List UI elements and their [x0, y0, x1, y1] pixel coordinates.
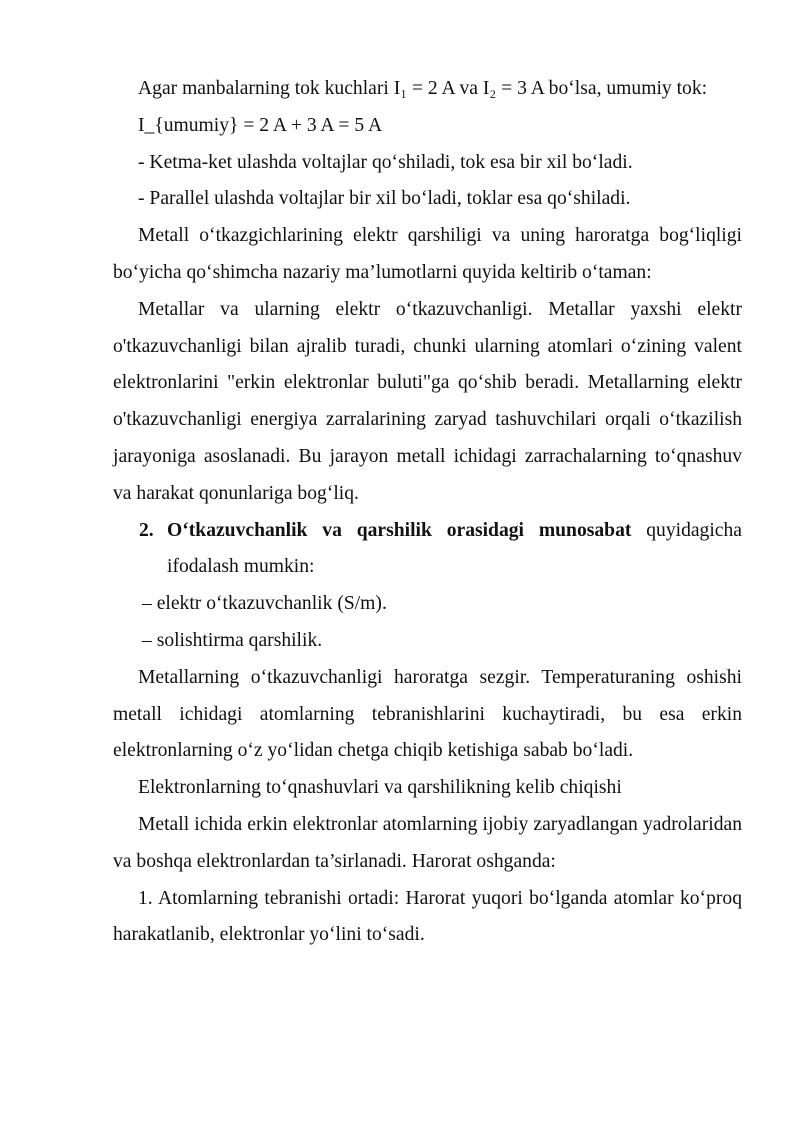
paragraph-metal-conductivity: Metallar va ularning elektr o‘tkazuvchanligi. Metallar yaxshi elektr o'tkazuvchanligi bilan ajralib turadi, chunki ularning atomlari o‘zining valent elektronlarini "erkin elektronlar buluti"ga qo‘shib beradi. Metallarning elektr o'tkazuvchanligi energiya zarralarining zaryad tashuvchilari orqali o‘tkazilish jarayoniga asoslanadi. Bu jarayon metall ichidagi zarrachalarning to‘qnashuv va harakat qonunlariga bog‘liq. [113, 298, 742, 504]
numbered-item-2 [139, 513, 742, 587]
dash-item-resistivity: – solishtirma qarshilik. [142, 629, 323, 651]
item-heading-bold: O‘tkazuvchanlik va qarshilik orasidagi munosabat [167, 519, 632, 541]
item-number: 2. [139, 519, 154, 541]
subheading-electron-collisions: Elektronlarning to‘qnashuvlari va qarshilikning kelib chiqishi [138, 777, 622, 799]
paragraph-atom-vibration: 1. Atomlarning tebranishi ortadi: Harorat yuqori bo‘lganda atomlar ko‘proq harakatlanib, elektronlar yo‘lini to‘sadi. [113, 887, 742, 946]
formula-total-current: I_{umumiy} = 2 A + 3 A = 5 A [138, 114, 383, 136]
paragraph-free-electrons: Metall ichida erkin elektronlar atomlarning ijobiy zaryadlangan yadrolaridan va boshqa elektronlardan ta’sirlanadi. Harorat oshganda: [113, 813, 742, 872]
paragraph-temperature-sensitivity: Metallarning o‘tkazuvchanligi haroratga sezgir. Temperaturaning oshishi metall ichidagi atomlarning tebranishlarini kuchaytiradi, bu esa erkin elektronlarning o‘z yo‘lidan chetga chiqib ketishiga sabab bo‘ladi. [113, 666, 742, 762]
item-rest: quyidagicha ifodalash mumkin: [167, 519, 742, 578]
dash-item-conductivity: – elektr o‘tkazuvchanlik (S/m). [142, 593, 387, 615]
item-body [167, 513, 742, 587]
paragraph-resistance-intro: Metall o‘tkazgichlarining elektr qarshiligi va uning haroratga bog‘liqligi bo‘yicha qo‘shimcha nazariy ma’lumotlarni quyida keltirib o‘taman: [113, 225, 742, 283]
note-series-connection: - Ketma-ket ulashda voltajlar qo‘shiladi, tok esa bir xil bo‘ladi. [138, 151, 633, 173]
note-parallel-connection: - Parallel ulashda voltajlar bir xil bo‘ladi, toklar esa qo‘shiladi. [138, 188, 631, 210]
paragraph-total-current-intro: Agar manbalarning tok kuchlari I₁ = 2 A va I₂ = 3 A bo‘lsa, umumiy tok: [138, 78, 708, 99]
